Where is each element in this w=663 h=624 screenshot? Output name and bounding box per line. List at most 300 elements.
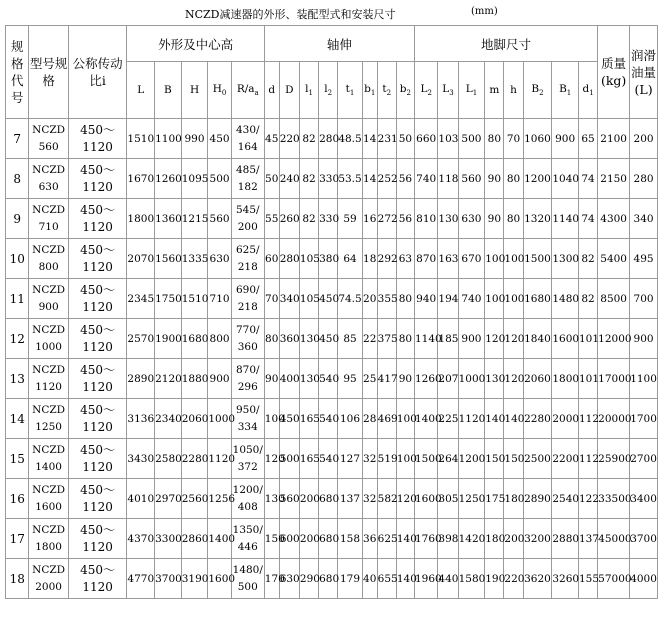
cell-m: 100: [485, 239, 504, 279]
col-Ra: $R/a_a$: [231, 62, 264, 119]
cell-D: 450: [279, 399, 299, 439]
cell-t1: 74.5: [338, 279, 363, 319]
cell-l1: 82: [299, 119, 318, 159]
cell-B: 1900: [155, 319, 182, 359]
mass-header: 质量(kg): [598, 26, 630, 119]
cell-d1: 101: [578, 319, 597, 359]
cell-model: NCZD 630: [29, 159, 68, 199]
cell-l1: 200: [299, 479, 318, 519]
cell-b1: 40: [362, 559, 377, 599]
cell-b2: 80: [396, 279, 414, 319]
cell-L: 2570: [127, 319, 155, 359]
cell-ratio: 450～ 1120: [68, 359, 127, 399]
cell-B: 1560: [155, 239, 182, 279]
cell-B: 3300: [155, 519, 182, 559]
cell-d1: 74: [578, 159, 597, 199]
cell-oil: 900: [630, 319, 658, 359]
cell-t2: 655: [377, 559, 396, 599]
cell-oil: 2700: [630, 439, 658, 479]
cell-L1: 630: [458, 199, 485, 239]
table-body: [6, 119, 658, 599]
cell-h: 80: [504, 199, 523, 239]
cell-l1: 290: [299, 559, 318, 599]
cell-m: 120: [485, 319, 504, 359]
cell-mass: 25900: [598, 439, 630, 479]
cell-H: 990: [181, 119, 208, 159]
cell-spec-no: 17: [6, 519, 29, 559]
cell-h: 70: [504, 119, 523, 159]
cell-D: 630: [279, 559, 299, 599]
cell-L3: 305: [438, 479, 458, 519]
cell-H: 2060: [181, 399, 208, 439]
col-d1: $d_1$: [578, 62, 597, 119]
cell-L3: 440: [438, 559, 458, 599]
cell-m: 90: [485, 199, 504, 239]
table-row: [6, 399, 658, 439]
cell-B2: 2280: [523, 399, 552, 439]
cell-spec-no: 9: [6, 199, 29, 239]
cell-B1: 2000: [552, 399, 579, 439]
cell-t2: 417: [377, 359, 396, 399]
cell-H0: 500: [208, 159, 231, 199]
cell-H0: 1120: [208, 439, 231, 479]
cell-B: 3700: [155, 559, 182, 599]
cell-b1: 22: [362, 319, 377, 359]
col-L3: $L_3$: [438, 62, 458, 119]
cell-H0: 1256: [208, 479, 231, 519]
cell-b1: 32: [362, 439, 377, 479]
cell-B1: 1040: [552, 159, 579, 199]
cell-h: 150: [504, 439, 523, 479]
cell-spec-no: 7: [6, 119, 29, 159]
cell-spec-no: 14: [6, 399, 29, 439]
cell-B1: 1600: [552, 319, 579, 359]
cell-d1: 82: [578, 279, 597, 319]
cell-b2: 140: [396, 559, 414, 599]
cell-l2: 450: [319, 319, 338, 359]
cell-d: 90: [264, 359, 279, 399]
cell-h: 120: [504, 359, 523, 399]
cell-L: 2345: [127, 279, 155, 319]
cell-L: 2070: [127, 239, 155, 279]
cell-D: 220: [279, 119, 299, 159]
col-h: h: [504, 62, 523, 119]
cell-m: 140: [485, 399, 504, 439]
cell-l2: 330: [319, 159, 338, 199]
cell-model: NCZD 800: [29, 239, 68, 279]
cell-L2: 1760: [414, 519, 437, 559]
cell-Ra: 690/ 218: [231, 279, 264, 319]
cell-b2: 63: [396, 239, 414, 279]
cell-d: 55: [264, 199, 279, 239]
cell-l1: 200: [299, 519, 318, 559]
cell-d1: 74: [578, 199, 597, 239]
cell-H0: 560: [208, 199, 231, 239]
cell-l2: 540: [319, 359, 338, 399]
cell-h: 100: [504, 239, 523, 279]
table-row: [6, 279, 658, 319]
cell-L1: 1200: [458, 439, 485, 479]
cell-t1: 95: [338, 359, 363, 399]
table-title: NCZD减速器的外形、装配型式和安装尺寸: [185, 8, 396, 21]
cell-m: 80: [485, 119, 504, 159]
cell-d1: 112: [578, 439, 597, 479]
cell-l2: 680: [319, 559, 338, 599]
table-row: [6, 239, 658, 279]
cell-B1: 1140: [552, 199, 579, 239]
cell-l2: 540: [319, 399, 338, 439]
cell-b1: 14: [362, 119, 377, 159]
cell-B2: 1840: [523, 319, 552, 359]
cell-l2: 680: [319, 519, 338, 559]
cell-oil: 3400: [630, 479, 658, 519]
cell-L1: 560: [458, 159, 485, 199]
cell-l2: 280: [319, 119, 338, 159]
cell-b2: 100: [396, 439, 414, 479]
cell-L2: 1500: [414, 439, 437, 479]
cell-oil: 280: [630, 159, 658, 199]
cell-d: 50: [264, 159, 279, 199]
cell-l1: 82: [299, 159, 318, 199]
cell-t2: 272: [377, 199, 396, 239]
cell-t1: 53.5: [338, 159, 363, 199]
cell-spec-no: 11: [6, 279, 29, 319]
cell-L1: 900: [458, 319, 485, 359]
cell-b1: 25: [362, 359, 377, 399]
cell-ratio: 450～ 1120: [68, 119, 127, 159]
cell-mass: 5400: [598, 239, 630, 279]
cell-d: 80: [264, 319, 279, 359]
outline-group-header: 外形及中心高: [127, 26, 264, 62]
cell-m: 180: [485, 519, 504, 559]
cell-ratio: 450～ 1120: [68, 279, 127, 319]
table-row: [6, 479, 658, 519]
cell-b1: 32: [362, 479, 377, 519]
cell-H0: 1600: [208, 559, 231, 599]
cell-B2: 3200: [523, 519, 552, 559]
cell-D: 360: [279, 319, 299, 359]
oil-header: 润滑油量(L): [630, 26, 658, 119]
cell-L1: 1420: [458, 519, 485, 559]
cell-model: NCZD 900: [29, 279, 68, 319]
cell-mass: 17000: [598, 359, 630, 399]
col-L1: $L_1$: [458, 62, 485, 119]
cell-L2: 870: [414, 239, 437, 279]
cell-d1: 65: [578, 119, 597, 159]
cell-model: NCZD 710: [29, 199, 68, 239]
cell-L2: 1140: [414, 319, 437, 359]
cell-B: 2970: [155, 479, 182, 519]
cell-t1: 137: [338, 479, 363, 519]
cell-B2: 1500: [523, 239, 552, 279]
cell-B: 1360: [155, 199, 182, 239]
cell-L: 1510: [127, 119, 155, 159]
cell-D: 400: [279, 359, 299, 399]
cell-L3: 207: [438, 359, 458, 399]
cell-H: 1880: [181, 359, 208, 399]
cell-L3: 194: [438, 279, 458, 319]
cell-ratio: 450～ 1120: [68, 239, 127, 279]
col-d: d: [264, 62, 279, 119]
cell-B2: 1060: [523, 119, 552, 159]
cell-ratio: 450～ 1120: [68, 319, 127, 359]
cell-t1: 85: [338, 319, 363, 359]
col-H: H: [181, 62, 208, 119]
cell-d: 45: [264, 119, 279, 159]
cell-L: 2890: [127, 359, 155, 399]
cell-L3: 103: [438, 119, 458, 159]
cell-B: 2120: [155, 359, 182, 399]
cell-L: 1670: [127, 159, 155, 199]
cell-L2: 1600: [414, 479, 437, 519]
shaft-group-header: 轴伸: [264, 26, 414, 62]
table-row: [6, 519, 658, 559]
cell-Ra: 1350/ 446: [231, 519, 264, 559]
cell-b2: 100: [396, 399, 414, 439]
cell-H0: 800: [208, 319, 231, 359]
cell-ratio: 450～ 1120: [68, 479, 127, 519]
cell-l1: 130: [299, 359, 318, 399]
col-L: L: [127, 62, 155, 119]
cell-m: 190: [485, 559, 504, 599]
cell-B2: 2890: [523, 479, 552, 519]
cell-B1: 900: [552, 119, 579, 159]
cell-m: 100: [485, 279, 504, 319]
cell-L1: 1580: [458, 559, 485, 599]
cell-b1: 16: [362, 199, 377, 239]
cell-L3: 130: [438, 199, 458, 239]
cell-h: 140: [504, 399, 523, 439]
cell-t2: 231: [377, 119, 396, 159]
spec-no-header: 规格代号: [6, 26, 29, 119]
cell-Ra: 770/ 360: [231, 319, 264, 359]
cell-L2: 940: [414, 279, 437, 319]
cell-ratio: 450～ 1120: [68, 159, 127, 199]
cell-spec-no: 8: [6, 159, 29, 199]
cell-B1: 2540: [552, 479, 579, 519]
cell-d: 150: [264, 519, 279, 559]
cell-l1: 105: [299, 279, 318, 319]
col-L2: $L_2$: [414, 62, 437, 119]
cell-mass: 20000: [598, 399, 630, 439]
cell-ratio: 450～ 1120: [68, 559, 127, 599]
cell-B: 1750: [155, 279, 182, 319]
cell-b1: 14: [362, 159, 377, 199]
table-row: [6, 159, 658, 199]
cell-m: 130: [485, 359, 504, 399]
cell-mass: 33500: [598, 479, 630, 519]
cell-b1: 18: [362, 239, 377, 279]
col-B2: $B_2$: [523, 62, 552, 119]
cell-b2: 56: [396, 199, 414, 239]
cell-oil: 3700: [630, 519, 658, 559]
col-b2: $b_2$: [396, 62, 414, 119]
col-l2: $l_2$: [319, 62, 338, 119]
cell-t1: 64: [338, 239, 363, 279]
cell-B: 1260: [155, 159, 182, 199]
cell-oil: 700: [630, 279, 658, 319]
cell-t2: 375: [377, 319, 396, 359]
cell-oil: 1700: [630, 399, 658, 439]
cell-h: 120: [504, 319, 523, 359]
cell-B2: 2060: [523, 359, 552, 399]
cell-d: 130: [264, 479, 279, 519]
col-B1: $B_1$: [552, 62, 579, 119]
cell-L: 4770: [127, 559, 155, 599]
cell-spec-no: 15: [6, 439, 29, 479]
cell-l2: 450: [319, 279, 338, 319]
cell-m: 175: [485, 479, 504, 519]
cell-t2: 252: [377, 159, 396, 199]
cell-model: NCZD 2000: [29, 559, 68, 599]
cell-spec-no: 13: [6, 359, 29, 399]
cell-L2: 1400: [414, 399, 437, 439]
cell-B1: 1480: [552, 279, 579, 319]
cell-B1: 1300: [552, 239, 579, 279]
cell-oil: 1100: [630, 359, 658, 399]
col-t1: $t_1$: [338, 62, 363, 119]
cell-d1: 155: [578, 559, 597, 599]
cell-mass: 45000: [598, 519, 630, 559]
cell-b2: 56: [396, 159, 414, 199]
cell-model: NCZD 1600: [29, 479, 68, 519]
cell-B: 2580: [155, 439, 182, 479]
cell-spec-no: 10: [6, 239, 29, 279]
unit-label: (mm): [471, 6, 498, 17]
cell-B2: 1200: [523, 159, 552, 199]
cell-h: 100: [504, 279, 523, 319]
cell-H: 2860: [181, 519, 208, 559]
cell-model: NCZD 1800: [29, 519, 68, 559]
cell-H: 3190: [181, 559, 208, 599]
cell-B: 1100: [155, 119, 182, 159]
cell-l2: 540: [319, 439, 338, 479]
cell-mass: 2100: [598, 119, 630, 159]
cell-L3: 118: [438, 159, 458, 199]
dimension-table: [5, 25, 658, 599]
cell-L2: 660: [414, 119, 437, 159]
group-header-row: [6, 26, 658, 62]
cell-mass: 2150: [598, 159, 630, 199]
cell-b1: 28: [362, 399, 377, 439]
cell-b2: 140: [396, 519, 414, 559]
table-row: [6, 439, 658, 479]
cell-Ra: 870/ 296: [231, 359, 264, 399]
col-t2: $t_2$: [377, 62, 396, 119]
cell-B1: 1800: [552, 359, 579, 399]
cell-b2: 90: [396, 359, 414, 399]
cell-L: 3430: [127, 439, 155, 479]
cell-L1: 500: [458, 119, 485, 159]
cell-d: 170: [264, 559, 279, 599]
cell-t1: 127: [338, 439, 363, 479]
cell-Ra: 1050/ 372: [231, 439, 264, 479]
cell-H0: 1000: [208, 399, 231, 439]
cell-L1: 1120: [458, 399, 485, 439]
cell-L3: 398: [438, 519, 458, 559]
cell-l1: 82: [299, 199, 318, 239]
cell-b2: 50: [396, 119, 414, 159]
cell-L1: 1000: [458, 359, 485, 399]
cell-Ra: 1200/ 408: [231, 479, 264, 519]
cell-l2: 380: [319, 239, 338, 279]
cell-d1: 137: [578, 519, 597, 559]
cell-D: 240: [279, 159, 299, 199]
cell-l1: 105: [299, 239, 318, 279]
cell-b1: 20: [362, 279, 377, 319]
table-row: [6, 119, 658, 159]
cell-L1: 740: [458, 279, 485, 319]
cell-l1: 130: [299, 319, 318, 359]
cell-mass: 57000: [598, 559, 630, 599]
cell-B1: 3260: [552, 559, 579, 599]
cell-D: 560: [279, 479, 299, 519]
cell-t1: 48.5: [338, 119, 363, 159]
cell-t1: 59: [338, 199, 363, 239]
table-row: [6, 199, 658, 239]
cell-B2: 3620: [523, 559, 552, 599]
cell-mass: 4300: [598, 199, 630, 239]
cell-m: 90: [485, 159, 504, 199]
cell-d: 60: [264, 239, 279, 279]
cell-ratio: 450～ 1120: [68, 399, 127, 439]
cell-t1: 179: [338, 559, 363, 599]
cell-t2: 582: [377, 479, 396, 519]
ratio-header: 公称传动比i: [68, 26, 127, 119]
cell-mass: 12000: [598, 319, 630, 359]
cell-spec-no: 12: [6, 319, 29, 359]
cell-Ra: 430/ 164: [231, 119, 264, 159]
cell-l1: 165: [299, 399, 318, 439]
cell-d1: 82: [578, 239, 597, 279]
cell-H0: 710: [208, 279, 231, 319]
cell-b1: 36: [362, 519, 377, 559]
cell-L2: 740: [414, 159, 437, 199]
col-b1: $b_1$: [362, 62, 377, 119]
cell-d: 70: [264, 279, 279, 319]
cell-D: 500: [279, 439, 299, 479]
cell-oil: 4000: [630, 559, 658, 599]
cell-H: 2280: [181, 439, 208, 479]
cell-D: 280: [279, 239, 299, 279]
cell-L3: 163: [438, 239, 458, 279]
cell-oil: 495: [630, 239, 658, 279]
table-row: [6, 559, 658, 599]
cell-t1: 106: [338, 399, 363, 439]
cell-h: 220: [504, 559, 523, 599]
cell-D: 340: [279, 279, 299, 319]
cell-H: 1095: [181, 159, 208, 199]
cell-D: 600: [279, 519, 299, 559]
col-m: m: [485, 62, 504, 119]
cell-mass: 8500: [598, 279, 630, 319]
cell-L3: 225: [438, 399, 458, 439]
cell-b2: 80: [396, 319, 414, 359]
cell-l2: 680: [319, 479, 338, 519]
table-row: [6, 319, 658, 359]
cell-model: NCZD 1250: [29, 399, 68, 439]
cell-L3: 185: [438, 319, 458, 359]
cell-model: NCZD 1400: [29, 439, 68, 479]
cell-H0: 1400: [208, 519, 231, 559]
cell-Ra: 625/ 218: [231, 239, 264, 279]
cell-t2: 355: [377, 279, 396, 319]
cell-model: NCZD 1000: [29, 319, 68, 359]
cell-L1: 670: [458, 239, 485, 279]
col-D: D: [279, 62, 299, 119]
model-header: 型号规格: [29, 26, 68, 119]
cell-b2: 120: [396, 479, 414, 519]
